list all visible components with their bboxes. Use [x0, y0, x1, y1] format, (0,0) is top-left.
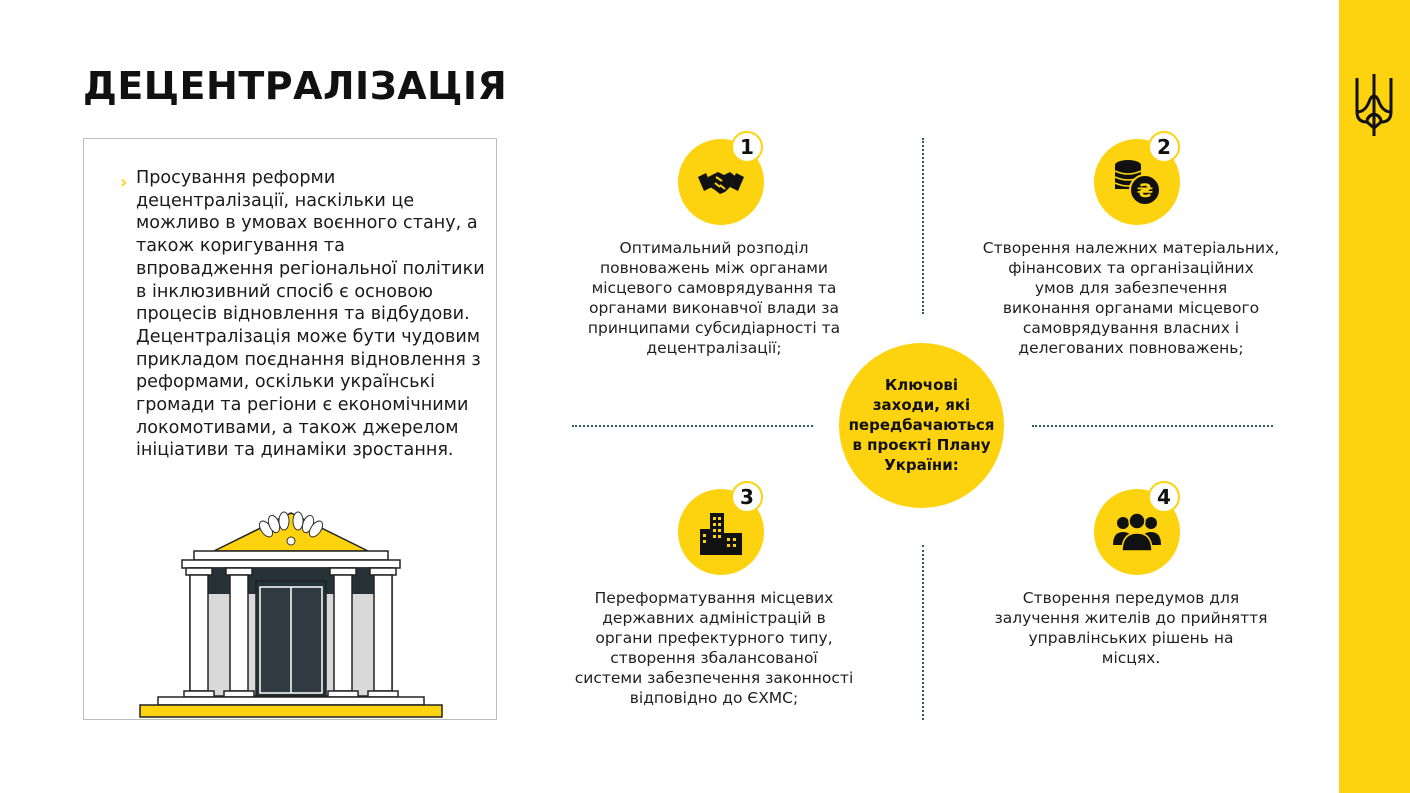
measure-4-number: 4 — [1148, 481, 1180, 513]
side-band — [1339, 0, 1410, 793]
measure-1-text: Оптимальний розподіл повноважень між органами місцевого самоврядування та органами виконавчої влади за принципами субсидіарності та децентралізації; — [587, 239, 841, 357]
trident-icon — [1353, 72, 1395, 138]
coins-hryvnia-icon — [1112, 157, 1162, 207]
svg-text:₴: ₴ — [1136, 180, 1154, 202]
divider-right — [1032, 425, 1273, 427]
key-measures-label: Ключові заходи, які передбачаються в проєкті Плану України: — [848, 376, 995, 474]
people-group-icon — [1112, 507, 1162, 557]
government-building-icon — [138, 511, 444, 721]
divider-left — [572, 425, 813, 427]
divider-bottom — [922, 545, 924, 720]
measure-3-text: Переформатування місцевих державних адміністрацій в органи префектурного типу, створення збалансованої системи забезпечення законності відповідно до ЄХМС; — [574, 589, 854, 707]
measure-2-text: Створення належних матеріальних, фінансових та організаційних умов для забезпечення виконання органами місцевого самоврядування власних і делегованих повноважень; — [982, 239, 1280, 357]
measure-3-number: 3 — [731, 481, 763, 513]
description-text: Просування реформи децентралізації, наскільки це можливо в умовах воєнного стану, а також коригування та впровадження регіональної політики в інклюзивний спосіб є основою процесів відновлення та відбудови. Децентралізація може бути чудовим прикладом поєднання відновлення з реформами, оскільки українські громади та регіони є економічними локомотивами, а також джерелом ініціативи та динаміки зростання. — [136, 168, 485, 461]
handshake-icon — [696, 157, 746, 207]
key-measures-circle — [839, 343, 1004, 508]
divider-top — [922, 138, 924, 314]
measure-4-text: Створення передумов для залучення жителів до прийняття управлінських рішень на місцях. — [994, 589, 1268, 667]
measure-2-number: 2 — [1148, 131, 1180, 163]
city-buildings-icon — [696, 507, 746, 557]
chevron-right-icon: › — [120, 172, 128, 193]
description-panel — [83, 138, 497, 720]
measure-1-number: 1 — [731, 131, 763, 163]
page-title: ДЕЦЕНТРАЛІЗАЦІЯ — [83, 64, 508, 108]
